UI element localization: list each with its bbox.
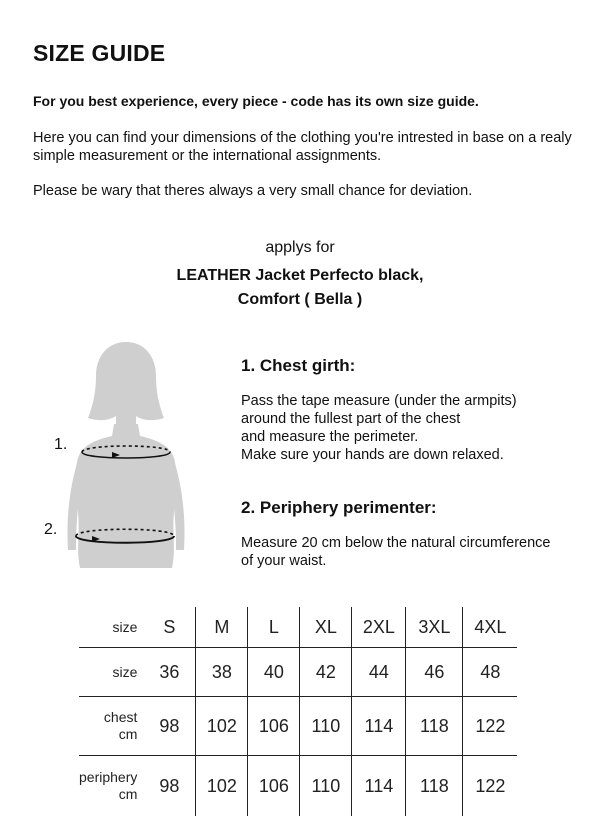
table-cell: 48	[463, 648, 518, 697]
table-cell: 106	[248, 756, 300, 817]
instruction-line: of your waist.	[241, 553, 327, 569]
instruction-line: Make sure your hands are down relaxed.	[241, 447, 504, 463]
table-row	[79, 607, 517, 648]
table-cell: 46	[406, 648, 463, 697]
table-cell: S	[143, 607, 196, 648]
lead-text: For you best experience, every piece - code has its own size guide.	[33, 93, 479, 109]
row-header	[79, 697, 143, 756]
size-table	[79, 607, 517, 816]
table-row	[79, 756, 517, 817]
row-header	[79, 756, 143, 817]
table-cell: 36	[143, 648, 196, 697]
instruction-line: Measure 20 cm below the natural circumference	[241, 535, 551, 551]
table-cell: 4XL	[463, 607, 518, 648]
table-cell: 98	[159, 775, 180, 796]
product-line-2: Comfort ( Bella )	[237, 291, 363, 308]
table-cell: 122	[463, 697, 518, 756]
table-cell: 118	[406, 756, 463, 817]
periphery-instructions	[241, 534, 581, 570]
row-header: size	[79, 607, 143, 648]
table-cell: 98	[143, 697, 196, 756]
table-cell: M	[196, 607, 248, 648]
instruction-line: and measure the perimeter.	[241, 429, 419, 445]
table-cell: XL	[300, 607, 352, 648]
row-header-line: chest	[103, 709, 138, 725]
intro-paragraph: Here you can find your dimensions of the clothing you're intrested in base on a realy simple measurement or the international assignments.	[33, 130, 572, 164]
table-cell: 44	[352, 648, 406, 697]
table-cell: L	[248, 607, 300, 648]
body-silhouette-figure	[40, 336, 210, 576]
table-cell: 114	[352, 697, 406, 756]
deviation-note: Please be wary that theres always a very small chance for deviation.	[33, 183, 473, 199]
applies-label: applys for	[265, 239, 335, 256]
table-cell: 106	[248, 697, 300, 756]
product-line-1: LEATHER Jacket Perfecto black,	[176, 267, 424, 284]
chest-marker: 1.	[54, 436, 68, 453]
row-header-line: periphery	[79, 769, 138, 785]
periphery-heading: 2. Periphery perimenter:	[241, 498, 437, 517]
row-header-line: cm	[118, 786, 138, 802]
table-cell: 110	[300, 756, 352, 817]
table-cell: 40	[248, 648, 300, 697]
instruction-line: Pass the tape measure (under the armpits)	[241, 393, 517, 409]
table-cell: 102	[196, 697, 248, 756]
row-header-line: cm	[118, 726, 138, 742]
instruction-line: around the fullest part of the chest	[241, 411, 461, 427]
table-cell: 122	[463, 756, 518, 817]
table-cell: 114	[352, 756, 406, 817]
table-cell: 38	[196, 648, 248, 697]
product-name	[0, 264, 600, 312]
table-cell: 110	[300, 697, 352, 756]
table-cell: 42	[300, 648, 352, 697]
row-header: size	[79, 648, 143, 697]
table-cell: 2XL	[352, 607, 406, 648]
chest-girth-instructions	[241, 392, 581, 464]
table-row	[79, 648, 517, 697]
periphery-marker: 2.	[44, 521, 58, 538]
page-title: SIZE GUIDE	[33, 40, 166, 66]
chest-girth-heading: 1. Chest girth:	[241, 356, 356, 375]
table-row	[79, 697, 517, 756]
table-cell: 3XL	[406, 607, 463, 648]
table-cell: 102	[196, 756, 248, 817]
table-cell: 118	[406, 697, 463, 756]
